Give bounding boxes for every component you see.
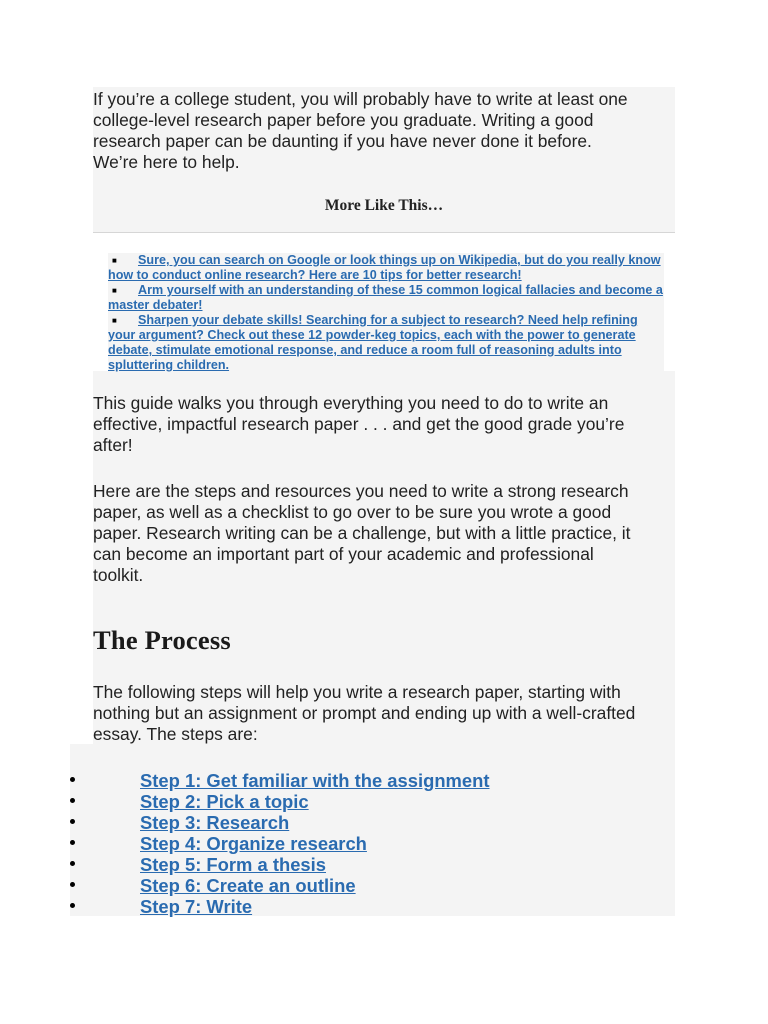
divider xyxy=(93,232,675,233)
guide-paragraph xyxy=(93,393,678,456)
intro-line-4: We’re here to help. xyxy=(93,152,240,172)
bullet-icon xyxy=(70,903,75,908)
process-heading: The Process xyxy=(93,625,231,655)
related-link-item xyxy=(108,313,664,373)
process-line-2: nothing but an assignment or prompt and ending up with a well-crafted xyxy=(93,703,636,723)
resources-line-1: Here are the steps and resources you need to write a strong research xyxy=(93,481,629,501)
step-2-link[interactable]: Step 2: Pick a topic xyxy=(140,791,309,812)
step-5-link[interactable]: Step 5: Form a thesis xyxy=(140,854,326,875)
square-bullet-icon: ■ xyxy=(112,256,117,265)
resources-line-5: toolkit. xyxy=(93,565,144,585)
process-line-1: The following steps will help you write a research paper, starting with xyxy=(93,682,621,702)
resources-line-2: paper, as well as a checklist to go over to be sure you wrote a good xyxy=(93,502,612,522)
resources-line-3: paper. Research writing can be a challenge, but with a little practice, it xyxy=(93,523,631,543)
related-link-logical-fallacies[interactable]: Arm yourself with an understanding of these 15 common logical fallacies and become a master debater! xyxy=(108,283,663,312)
intro-line-3: research paper can be daunting if you have never done it before. xyxy=(93,131,592,151)
bullet-icon xyxy=(70,819,75,824)
related-links-list xyxy=(108,253,664,373)
step-4-link[interactable]: Step 4: Organize research xyxy=(140,833,367,854)
step-6-link[interactable]: Step 6: Create an outline xyxy=(140,875,356,896)
bullet-icon xyxy=(70,777,75,782)
intro-line-2: college-level research paper before you graduate. Writing a good xyxy=(93,110,594,130)
bullet-icon xyxy=(70,798,75,803)
resources-paragraph xyxy=(93,481,678,586)
related-link-item xyxy=(108,253,664,283)
intro-line-1: If you’re a college student, you will probably have to write at least one xyxy=(93,89,628,109)
guide-line-2: effective, impactful research paper . . . and get the good grade you’re xyxy=(93,414,625,434)
process-line-3: essay. The steps are: xyxy=(93,724,258,744)
square-bullet-icon: ■ xyxy=(112,286,117,295)
intro-paragraph xyxy=(93,89,678,173)
bullet-icon xyxy=(70,882,75,887)
related-link-debate-topics[interactable]: Sharpen your debate skills! Searching for a subject to research? Need help refining your argument? Check out these 12 powder-keg topics, each with the power to generate debate, stimulate emotional response, and reduce a room full of reasoning adults into spluttering children. xyxy=(108,313,638,372)
resources-line-4: can become an important part of your academic and professional xyxy=(93,544,594,564)
step-7-link[interactable]: Step 7: Write xyxy=(140,896,253,917)
step-1-link[interactable]: Step 1: Get familiar with the assignment xyxy=(140,770,490,791)
square-bullet-icon: ■ xyxy=(112,316,117,325)
guide-line-1: This guide walks you through everything you need to do to write an xyxy=(93,393,609,413)
bullet-icon xyxy=(70,840,75,845)
step-3-link[interactable]: Step 3: Research xyxy=(140,812,290,833)
process-paragraph xyxy=(93,682,678,745)
guide-line-3: after! xyxy=(93,435,133,455)
more-like-this-heading: More Like This… xyxy=(324,197,444,214)
related-link-research-tips[interactable]: Sure, you can search on Google or look things up on Wikipedia, but do you really know how to conduct online research? Here are 10 tips for better research! xyxy=(108,253,661,282)
bullet-icon xyxy=(70,861,75,866)
related-link-item xyxy=(108,283,664,313)
